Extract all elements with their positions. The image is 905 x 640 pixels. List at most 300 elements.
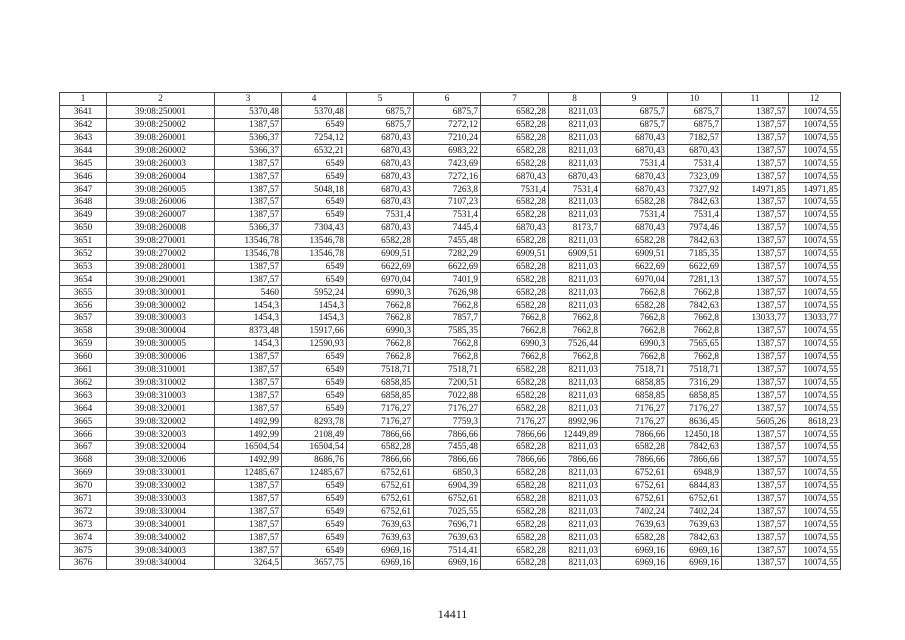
table-cell: 1387,57 xyxy=(722,479,789,492)
table-cell: 6870,43 xyxy=(347,170,414,183)
table-row xyxy=(60,376,841,389)
table-cell: 7662,8 xyxy=(549,350,601,363)
table-cell: 8211,03 xyxy=(549,518,601,531)
table-cell: 7639,63 xyxy=(414,531,481,544)
table-row xyxy=(60,325,841,338)
table-cell: 7455,48 xyxy=(414,234,481,247)
table-cell: 10074,55 xyxy=(789,337,841,350)
table-cell: 3642 xyxy=(60,118,107,131)
column-header: 10 xyxy=(668,93,722,106)
table-cell: 6844,83 xyxy=(668,479,722,492)
table-cell: 3657 xyxy=(60,312,107,325)
table-cell: 7281,13 xyxy=(668,273,722,286)
table-cell: 7662,8 xyxy=(668,286,722,299)
table-cell: 1387,57 xyxy=(215,389,282,402)
table-cell: 6870,43 xyxy=(601,183,668,196)
table-cell: 39:08:310001 xyxy=(107,363,215,376)
table-cell: 6870,43 xyxy=(347,183,414,196)
table-cell: 3644 xyxy=(60,144,107,157)
table-cell: 39:08:320002 xyxy=(107,415,215,428)
table-cell: 8992,96 xyxy=(549,415,601,428)
table-cell: 6582,28 xyxy=(481,260,549,273)
table-cell: 3674 xyxy=(60,531,107,544)
table-cell: 6549 xyxy=(282,350,347,363)
table-cell: 1387,57 xyxy=(722,453,789,466)
table-row xyxy=(60,118,841,131)
table-cell: 7585,35 xyxy=(414,325,481,338)
table-cell: 8293,78 xyxy=(282,415,347,428)
table-cell: 6549 xyxy=(282,209,347,222)
table-cell: 6582,28 xyxy=(481,209,549,222)
table-cell: 7662,8 xyxy=(414,350,481,363)
table-cell: 8211,03 xyxy=(549,196,601,209)
table-cell: 7662,8 xyxy=(347,299,414,312)
table-cell: 6582,28 xyxy=(601,196,668,209)
table-row xyxy=(60,492,841,505)
table-cell: 6549 xyxy=(282,479,347,492)
table-cell: 6858,85 xyxy=(347,389,414,402)
table-cell: 7842,63 xyxy=(668,234,722,247)
table-cell: 1454,3 xyxy=(282,299,347,312)
table-cell: 10074,55 xyxy=(789,428,841,441)
table-cell: 12590,93 xyxy=(282,337,347,350)
table-cell: 7531,4 xyxy=(668,157,722,170)
table-cell: 7210,24 xyxy=(414,131,481,144)
table-cell: 7842,63 xyxy=(668,299,722,312)
table-cell: 6909,51 xyxy=(601,247,668,260)
table-cell: 1387,57 xyxy=(722,157,789,170)
table-cell: 3646 xyxy=(60,170,107,183)
table-row xyxy=(60,389,841,402)
table-row xyxy=(60,518,841,531)
table-row xyxy=(60,131,841,144)
table-cell: 1387,57 xyxy=(722,209,789,222)
table-cell: 1387,57 xyxy=(215,518,282,531)
table-cell: 8211,03 xyxy=(549,376,601,389)
table-cell: 6875,7 xyxy=(601,118,668,131)
table-cell: 39:08:300005 xyxy=(107,337,215,350)
table-cell: 1387,57 xyxy=(722,531,789,544)
table-cell: 7518,71 xyxy=(347,363,414,376)
table-cell: 6582,28 xyxy=(481,234,549,247)
table-cell: 6870,43 xyxy=(601,170,668,183)
table-cell: 6582,28 xyxy=(481,144,549,157)
table-cell: 7866,66 xyxy=(549,453,601,466)
table-cell: 3666 xyxy=(60,428,107,441)
table-cell: 6549 xyxy=(282,363,347,376)
table-cell: 10074,55 xyxy=(789,505,841,518)
table-cell: 1387,57 xyxy=(215,157,282,170)
table-cell: 1387,57 xyxy=(722,118,789,131)
table-cell: 6582,28 xyxy=(601,299,668,312)
table-cell: 10074,55 xyxy=(789,131,841,144)
table-cell: 1492,99 xyxy=(215,453,282,466)
table-cell: 6870,43 xyxy=(347,157,414,170)
table-cell: 7842,63 xyxy=(668,441,722,454)
table-cell: 7200,51 xyxy=(414,376,481,389)
table-row xyxy=(60,312,841,325)
table-cell: 3658 xyxy=(60,325,107,338)
table-cell: 1387,57 xyxy=(722,376,789,389)
table-cell: 6870,43 xyxy=(601,144,668,157)
table-cell: 7662,8 xyxy=(481,325,549,338)
header-row xyxy=(60,93,841,106)
table-cell: 39:08:310002 xyxy=(107,376,215,389)
table-cell: 13546,78 xyxy=(215,234,282,247)
table-cell: 39:08:260002 xyxy=(107,144,215,157)
table-row xyxy=(60,350,841,363)
table-cell: 10074,55 xyxy=(789,518,841,531)
table-cell: 39:08:270002 xyxy=(107,247,215,260)
table-cell: 1387,57 xyxy=(215,492,282,505)
table-cell: 39:08:260003 xyxy=(107,157,215,170)
column-header: 11 xyxy=(722,93,789,106)
table-cell: 1492,99 xyxy=(215,415,282,428)
table-cell: 3662 xyxy=(60,376,107,389)
table-row xyxy=(60,221,841,234)
table-cell: 7025,55 xyxy=(414,505,481,518)
table-cell: 7022,88 xyxy=(414,389,481,402)
table-cell: 8211,03 xyxy=(549,557,601,570)
table-cell: 1387,57 xyxy=(215,479,282,492)
table-cell: 6582,28 xyxy=(481,363,549,376)
table-body xyxy=(60,105,841,569)
table-cell: 10074,55 xyxy=(789,118,841,131)
table-cell: 3675 xyxy=(60,544,107,557)
table-row xyxy=(60,337,841,350)
table-cell: 3647 xyxy=(60,183,107,196)
table-cell: 5605,26 xyxy=(722,415,789,428)
table-cell: 7402,24 xyxy=(668,505,722,518)
table-cell: 1387,57 xyxy=(722,325,789,338)
table-cell: 7176,27 xyxy=(414,402,481,415)
table-cell: 7662,8 xyxy=(481,350,549,363)
table-cell: 6870,43 xyxy=(668,144,722,157)
column-header: 3 xyxy=(215,93,282,106)
table-cell: 10074,55 xyxy=(789,196,841,209)
table-cell: 5460 xyxy=(215,286,282,299)
table-cell: 8211,03 xyxy=(549,105,601,118)
table-cell: 5370,48 xyxy=(215,105,282,118)
table-cell: 10074,55 xyxy=(789,492,841,505)
table-cell: 3676 xyxy=(60,557,107,570)
table-cell: 1387,57 xyxy=(215,170,282,183)
table-cell: 5366,37 xyxy=(215,131,282,144)
table-cell: 5366,37 xyxy=(215,144,282,157)
table-cell: 7176,27 xyxy=(347,415,414,428)
table-cell: 8636,45 xyxy=(668,415,722,428)
table-cell: 7531,4 xyxy=(668,209,722,222)
table-cell: 6909,51 xyxy=(347,247,414,260)
table-cell: 6549 xyxy=(282,492,347,505)
table-row xyxy=(60,183,841,196)
table-cell: 8211,03 xyxy=(549,286,601,299)
table-cell: 6549 xyxy=(282,518,347,531)
table-cell: 1387,57 xyxy=(722,144,789,157)
table-cell: 5366,37 xyxy=(215,221,282,234)
table-cell: 7531,4 xyxy=(481,183,549,196)
table-row xyxy=(60,196,841,209)
table-cell: 6582,28 xyxy=(601,234,668,247)
column-header: 2 xyxy=(107,93,215,106)
table-cell: 10074,55 xyxy=(789,479,841,492)
table-cell: 13546,78 xyxy=(215,247,282,260)
table-row xyxy=(60,505,841,518)
table-cell: 7185,35 xyxy=(668,247,722,260)
table-cell: 3660 xyxy=(60,350,107,363)
table-cell: 7176,27 xyxy=(601,415,668,428)
table-cell: 7626,98 xyxy=(414,286,481,299)
table-cell: 6582,28 xyxy=(481,544,549,557)
table-cell: 7531,4 xyxy=(601,157,668,170)
table-row xyxy=(60,144,841,157)
table-cell: 3264,5 xyxy=(215,557,282,570)
table-cell: 1387,57 xyxy=(722,544,789,557)
table-cell: 6870,43 xyxy=(601,221,668,234)
table-cell: 6582,28 xyxy=(601,441,668,454)
table-cell: 7423,69 xyxy=(414,157,481,170)
table-row xyxy=(60,105,841,118)
column-header: 12 xyxy=(789,93,841,106)
table-cell: 10074,55 xyxy=(789,441,841,454)
table-cell: 13033,77 xyxy=(789,312,841,325)
table-cell: 39:08:260007 xyxy=(107,209,215,222)
table-cell: 6549 xyxy=(282,118,347,131)
table-cell: 6875,7 xyxy=(668,118,722,131)
table-cell: 7518,71 xyxy=(668,363,722,376)
table-cell: 6582,28 xyxy=(481,531,549,544)
table-cell: 6549 xyxy=(282,260,347,273)
table-cell: 6622,69 xyxy=(347,260,414,273)
table-cell: 8211,03 xyxy=(549,157,601,170)
table-cell: 7866,66 xyxy=(601,453,668,466)
table-cell: 10074,55 xyxy=(789,260,841,273)
table-cell: 2108,49 xyxy=(282,428,347,441)
table-cell: 39:08:250001 xyxy=(107,105,215,118)
table-cell: 3669 xyxy=(60,466,107,479)
table-cell: 39:08:330003 xyxy=(107,492,215,505)
table-cell: 6582,28 xyxy=(481,518,549,531)
table-cell: 6904,39 xyxy=(414,479,481,492)
table-cell: 10074,55 xyxy=(789,157,841,170)
table-cell: 15917,66 xyxy=(282,325,347,338)
table-cell: 14971,85 xyxy=(789,183,841,196)
table-cell: 8211,03 xyxy=(549,144,601,157)
table-cell: 6582,28 xyxy=(481,157,549,170)
table-cell: 6582,28 xyxy=(481,118,549,131)
table-cell: 1387,57 xyxy=(722,170,789,183)
table-row xyxy=(60,402,841,415)
table-cell: 39:08:320003 xyxy=(107,428,215,441)
table-cell: 3649 xyxy=(60,209,107,222)
table-cell: 1387,57 xyxy=(722,286,789,299)
table-row xyxy=(60,544,841,557)
table-cell: 12485,67 xyxy=(215,466,282,479)
table-cell: 12450,18 xyxy=(668,428,722,441)
table-cell: 7662,8 xyxy=(549,312,601,325)
table-cell: 1387,57 xyxy=(215,196,282,209)
table-cell: 7662,8 xyxy=(347,350,414,363)
table-cell: 16504,54 xyxy=(282,441,347,454)
table-cell: 6532,21 xyxy=(282,144,347,157)
table-cell: 6582,28 xyxy=(601,531,668,544)
table-cell: 6622,69 xyxy=(601,260,668,273)
table-cell: 39:08:270001 xyxy=(107,234,215,247)
table-cell: 1387,57 xyxy=(722,247,789,260)
table-cell: 39:08:260006 xyxy=(107,196,215,209)
table-cell: 6870,43 xyxy=(347,131,414,144)
table-cell: 8211,03 xyxy=(549,260,601,273)
table-cell: 6909,51 xyxy=(549,247,601,260)
table-cell: 8211,03 xyxy=(549,209,601,222)
table-cell: 1387,57 xyxy=(215,376,282,389)
table-cell: 1387,57 xyxy=(722,273,789,286)
table-cell: 6582,28 xyxy=(481,389,549,402)
table-cell: 6582,28 xyxy=(481,105,549,118)
table-cell: 1387,57 xyxy=(215,402,282,415)
table-cell: 8211,03 xyxy=(549,479,601,492)
table-cell: 10074,55 xyxy=(789,531,841,544)
table-cell: 3671 xyxy=(60,492,107,505)
table-cell: 39:08:260005 xyxy=(107,183,215,196)
table-cell: 8211,03 xyxy=(549,131,601,144)
table-cell: 7176,27 xyxy=(601,402,668,415)
table-cell: 39:08:320004 xyxy=(107,441,215,454)
table-cell: 1387,57 xyxy=(722,402,789,415)
table-cell: 14971,85 xyxy=(722,183,789,196)
table-cell: 1387,57 xyxy=(722,518,789,531)
table-cell: 7662,8 xyxy=(549,325,601,338)
table-cell: 6870,43 xyxy=(601,131,668,144)
table-cell: 10074,55 xyxy=(789,557,841,570)
table-cell: 7842,63 xyxy=(668,196,722,209)
table-cell: 6582,28 xyxy=(481,466,549,479)
table-cell: 1454,3 xyxy=(282,312,347,325)
table-cell: 7866,66 xyxy=(481,428,549,441)
table-cell: 3664 xyxy=(60,402,107,415)
table-row xyxy=(60,286,841,299)
table-cell: 10074,55 xyxy=(789,105,841,118)
table-cell: 8373,48 xyxy=(215,325,282,338)
table-cell: 3670 xyxy=(60,479,107,492)
table-cell: 7662,8 xyxy=(481,312,549,325)
table-cell: 7639,63 xyxy=(347,531,414,544)
table-cell: 6582,28 xyxy=(481,402,549,415)
table-cell: 6549 xyxy=(282,273,347,286)
table-cell: 6752,61 xyxy=(347,466,414,479)
table-cell: 7662,8 xyxy=(414,337,481,350)
table-cell: 5048,18 xyxy=(282,183,347,196)
table-cell: 7662,8 xyxy=(668,325,722,338)
table-cell: 6870,43 xyxy=(481,170,549,183)
table-cell: 39:08:340004 xyxy=(107,557,215,570)
table-cell: 1387,57 xyxy=(722,363,789,376)
table-cell: 7316,29 xyxy=(668,376,722,389)
table-cell: 3667 xyxy=(60,441,107,454)
table-cell: 7565,65 xyxy=(668,337,722,350)
table-cell: 1454,3 xyxy=(215,312,282,325)
table-cell: 10074,55 xyxy=(789,325,841,338)
table-cell: 7662,8 xyxy=(601,286,668,299)
table-cell: 6990,3 xyxy=(601,337,668,350)
table-cell: 1454,3 xyxy=(215,337,282,350)
table-cell: 3654 xyxy=(60,273,107,286)
table-cell: 6752,61 xyxy=(347,505,414,518)
table-cell: 6969,16 xyxy=(414,557,481,570)
table-cell: 39:08:260008 xyxy=(107,221,215,234)
table-cell: 1387,57 xyxy=(722,389,789,402)
table-cell: 13546,78 xyxy=(282,234,347,247)
table-cell: 6549 xyxy=(282,544,347,557)
table-cell: 8618,23 xyxy=(789,415,841,428)
table-cell: 3663 xyxy=(60,389,107,402)
table-row xyxy=(60,170,841,183)
table-cell: 7182,57 xyxy=(668,131,722,144)
table-cell: 6969,16 xyxy=(601,557,668,570)
table-cell: 7639,63 xyxy=(601,518,668,531)
table-cell: 6582,28 xyxy=(347,441,414,454)
table-cell: 6875,7 xyxy=(668,105,722,118)
table-cell: 8211,03 xyxy=(549,402,601,415)
table-cell: 8686,76 xyxy=(282,453,347,466)
table-cell: 3643 xyxy=(60,131,107,144)
table-cell: 7866,66 xyxy=(601,428,668,441)
table-cell: 8211,03 xyxy=(549,273,601,286)
table-row xyxy=(60,441,841,454)
table-cell: 10074,55 xyxy=(789,376,841,389)
table-cell: 16504,54 xyxy=(215,441,282,454)
table-cell: 7866,66 xyxy=(481,453,549,466)
table-cell: 3655 xyxy=(60,286,107,299)
table-cell: 10074,55 xyxy=(789,466,841,479)
table-cell: 7974,46 xyxy=(668,221,722,234)
table-cell: 6850,3 xyxy=(414,466,481,479)
table-cell: 1387,57 xyxy=(215,350,282,363)
table-cell: 3672 xyxy=(60,505,107,518)
table-cell: 7662,8 xyxy=(668,350,722,363)
table-cell: 7263,8 xyxy=(414,183,481,196)
table-cell: 7323,09 xyxy=(668,170,722,183)
table-cell: 7514,41 xyxy=(414,544,481,557)
table-cell: 7254,12 xyxy=(282,131,347,144)
table-cell: 12449,89 xyxy=(549,428,601,441)
table-cell: 6582,28 xyxy=(481,492,549,505)
table-cell: 3659 xyxy=(60,337,107,350)
table-cell: 6622,69 xyxy=(668,260,722,273)
table-row xyxy=(60,363,841,376)
page-number: 14411 xyxy=(437,607,468,621)
table-cell: 6983,22 xyxy=(414,144,481,157)
table-row xyxy=(60,557,841,570)
table-cell: 6582,28 xyxy=(347,234,414,247)
table-cell: 6875,7 xyxy=(347,105,414,118)
table-cell: 39:08:300004 xyxy=(107,325,215,338)
table-cell: 7866,66 xyxy=(347,453,414,466)
table-cell: 6582,28 xyxy=(481,286,549,299)
table-cell: 7176,27 xyxy=(347,402,414,415)
table-cell: 6752,61 xyxy=(601,466,668,479)
table-row xyxy=(60,453,841,466)
table-cell: 7518,71 xyxy=(601,363,668,376)
table-cell: 6990,3 xyxy=(347,325,414,338)
table-cell: 39:08:300002 xyxy=(107,299,215,312)
table-cell: 1387,57 xyxy=(215,183,282,196)
table-cell: 7272,12 xyxy=(414,118,481,131)
table-row xyxy=(60,157,841,170)
table-cell: 39:08:300003 xyxy=(107,312,215,325)
table-cell: 1387,57 xyxy=(722,441,789,454)
table-cell: 10074,55 xyxy=(789,209,841,222)
